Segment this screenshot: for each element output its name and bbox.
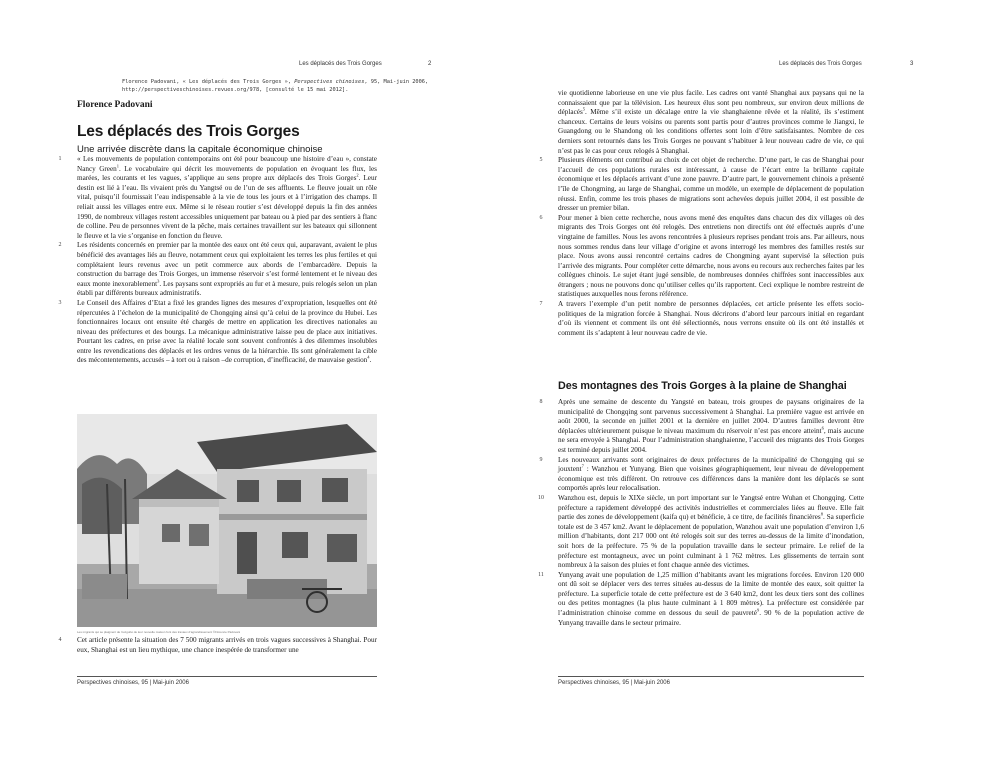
footnote-ref[interactable]: 4 bbox=[367, 355, 370, 361]
paragraph-number: 9 bbox=[539, 456, 543, 463]
left-body-column-bottom bbox=[58, 636, 377, 655]
page-footer: Perspectives chinoises, 95 | Mai-juin 2006 bbox=[558, 680, 670, 686]
article-photo bbox=[77, 414, 377, 627]
paragraph-number: 8 bbox=[539, 399, 543, 405]
body-paragraph: 4 Cet article présente la situation des 7 500 migrants arrivés en trois vagues successives à Shanghai. Pour eux, Shanghai est un lieu mythique, une chance inespérée de transformer une bbox=[77, 636, 377, 655]
paragraph-number: 5 bbox=[539, 157, 543, 164]
footnote-ref[interactable]: 3 bbox=[157, 278, 160, 284]
article-subtitle: Une arrivée discrète dans la capitale économique chinoise bbox=[77, 144, 323, 155]
paragraph-number: 11 bbox=[538, 571, 544, 578]
page-footer: Perspectives chinoises, 95 | Mai-juin 2006 bbox=[77, 680, 189, 686]
footer-rule bbox=[77, 676, 377, 677]
body-paragraph: 1 « Les mouvements de population contemporains ont été pour beaucoup une histoire d’eau », constate Nancy Green$^1$. Le vocabulaire qui décrit les mouvements de population en évoquant les flux, les marées, les courants et les vagues, s’applique au sens propre aux déplacés des Trois Gorges$^2$. Leur destin est lié à l’eau. Ils vivaient près du Yangtsé ou de l’un de ses affluents. Le fleuve jouait un rôle vital, puisqu’il fournissait l’eau indispensable à la vie de tous les jours et à l’irrigation des champs. Il reliait aussi les villages entre eux. Même si le réseau routier s’est développé depuis la fin des années 1990, de nombreux villages restent accessibles uniquement par bateau ou à pied par des sentiers à flanc de colline. Peu de personnes vivent de la pêche, mais certaines travaillent sur les bateaux qui sillonnent le fleuve et la vie s’organise en fonction du fleuve. bbox=[77, 155, 377, 241]
body-paragraph: 10 Wanzhou est, depuis le XIXe siècle, un port important sur le Yangtsé entre Wuhan et Chongqing. Cette préfecture a rapidement développé des activités industrielles et commerciales liées au fleuve. Elle fait partie des zones de développement (kaifa qu) et bénéficie, à ce titre, de facilités financières$^8$. Sa superficie totale est de 3 457 km2. Avant le déplacement de population, Wanzhou avait une population d’environ 1,6 million d’habitants, dont 217 000 ont été relogés soit sur des terres au-dessus de la limite d’inondation, soit hors de la préfecture. 75 % de la population travaille dans le secteur primaire. Le relief de la préfecture est montagneux, avec un point culminant à 1 762 mètres. Les glissements de terrain sont nombreux à la saison des pluies et font chaque année des victimes. bbox=[558, 494, 864, 571]
citation: Florence Padovani, « Les déplacés des Trois Gorges », Perspectives chinoises, 95, Mai-juin 2006, http://perspectiveschinoises.revues.org/978, [consulté le 15 mai 2012]. bbox=[122, 79, 429, 93]
body-paragraph: 2 Les résidents concernés en premier par la montée des eaux ont été ceux qui, auparavant, avaient le plus bénéficié des avantages liés au fleuve, notamment ceux qui exploitaient les terres les plus fertiles et qui complétaient leurs revenus avec un petit commerce aux abords de l’embarcadère. Depuis la construction du barrage des Trois Gorges, un immense réservoir s’est formé lentement et le niveau des eaux monte inexorablement$^3$. Les paysans sont expropriés au fur et à mesure, puis relogés selon un plan établi par différents bureaux administratifs. bbox=[77, 241, 377, 299]
article-title: Les déplacés des Trois Gorges bbox=[77, 123, 300, 140]
left-body-column bbox=[58, 155, 377, 366]
body-paragraph: 9 Les nouveaux arrivants sont originaires de deux préfectures de la municipalité de Chongqing qui se jouxtent$^7$ : Wanzhou et Yunyang. Bien que voisines géographiquement, leur niveau de développement économique est très différent. On retrouve ces différences dans la manière dont les déplacés se sont comportés après leur relocalisation. bbox=[558, 456, 864, 494]
page-number: 2 bbox=[428, 61, 432, 67]
footer-rule bbox=[558, 676, 864, 677]
paragraph-number: 6 bbox=[539, 214, 543, 221]
body-paragraph: 11 Yunyang avait une population de 1,25 million d’habitants avant les migrations forcées. Environ 120 000 ont dû soit se déplacer vers des terres situées au-dessus de la limite de montée des eaux, soit quitter la préfecture. La superficie totale de cette préfecture est de 3 640 km2, dont les deux tiers sont des collines ou des petites montagnes (la plus haute culminant à 1 809 mètres). La préfecture est considérée par l’administration chinoise comme en dessous du seuil de pauvreté$^9$. 90 % de la population active de Yunyang travaille dans le secteur primaire. bbox=[558, 571, 864, 629]
right-body-column-bottom bbox=[538, 398, 864, 628]
paragraph-number: 4 bbox=[58, 637, 62, 643]
footnote-ref[interactable]: 2 bbox=[356, 172, 359, 178]
page-number: 3 bbox=[910, 61, 914, 67]
body-paragraph: 6 Pour mener à bien cette recherche, nous avons mené des enquêtes dans chacun des dix villages où des migrants des Trois Gorges ont été relogés. Des entretiens non directifs ont été effectués auprès d’une vingtaine de familles. Nous les avons rencontrées à plusieurs reprises pendant trois ans. Par ailleurs, nous nous sommes rendus dans leur village d’origine et avons interrogé les membres des familles restés sur place. Nous avons aussi rencontré certains cadres de Chongming ayant supervisé la sélection puis l’arrivée des migrants. Pour compléter cette démarche, nous avons eu recours aux recherches faites par les collègues chinois. Le sujet étant jugé sensible, de nombreuses données chiffrées sont inaccessibles aux étrangers ; nous ne pouvons donc qu’utiliser celles qu’ils rapportent. Ceci explique le nombre restreint de statistiques auxquelles nous ferons référence. bbox=[558, 214, 864, 300]
paragraph-number: 1 bbox=[58, 156, 62, 162]
photo-house-image bbox=[77, 414, 377, 627]
body-paragraph: 7 A travers l’exemple d’un petit nombre de personnes déplacées, cet article présente les effets socio-politiques de la migration forcée à Shanghai. Nous décrirons d’abord leur parcours initial en regardant d’où ils viennent et comment ils ont été sélectionnés, nous verrons ensuite où ils ont été installés et comment ils s’adaptent à leur nouveau cadre de vie. bbox=[558, 300, 864, 338]
footnote-ref[interactable]: 5 bbox=[582, 106, 585, 112]
footnote-ref[interactable]: 9 bbox=[756, 607, 760, 613]
footnote-ref[interactable]: 6 bbox=[821, 425, 824, 431]
paragraph-number: 2 bbox=[58, 242, 62, 249]
footnote-ref[interactable]: 7 bbox=[581, 463, 584, 469]
running-head: Les déplacés des Trois Gorges bbox=[779, 61, 862, 67]
paragraph-number: 10 bbox=[538, 494, 544, 501]
running-head: Les déplacés des Trois Gorges bbox=[299, 61, 382, 67]
paragraph-number: 3 bbox=[58, 299, 62, 306]
author-name: Florence Padovani bbox=[77, 100, 153, 110]
right-body-column-top bbox=[539, 89, 864, 338]
section-heading: Des montagnes des Trois Gorges à la plaine de Shanghai bbox=[558, 380, 847, 392]
photo-caption: Les migrants qui se plaignent de l’exiguïté de leur nouvelle maison font des travaux d’agrandissement ©Florence Padovani bbox=[77, 630, 241, 634]
body-paragraph: 3 Le Conseil des Affaires d’Etat a fixé les grandes lignes des mesures d’expropriation, lesquelles ont été répercutées à l’échelon de la municipalité de Chongqing ainsi qu’à celui de la province du Hubei. Les fonctionnaires locaux ont ensuite été chargés de mettre en application les directives nationales au niveau des préfectures et des bourgs. La mécanique administrative laisse peu de place aux initiatives. Pourtant les cadres, en prise avec la réalité locale sont souvent confrontés à des dilemmes insolubles entre les revendications des déplacés et les ordres venus de la hiérarchie. Ils sont généralement la cible des mécontentements, accusés – à tort ou à raison –de corruption, d’inefficacité, de mauvaise gestion$^4$. bbox=[77, 299, 377, 366]
body-paragraph: vie quotidienne laborieuse en une vie plus facile. Les cadres ont vanté Shanghai aux paysans qui ne la connaissaient que par la télévision. Les heureux élus sont peu nombreux, sur environ deux millions de déplacés$^5$. Même s’il existe un décalage entre la vie shanghaienne rêvée et la réalité, ils s’estiment chanceux. Certains de leurs voisins ou parents sont partis pour d’autres provinces comme le Jiangxi, le Guangdong ou le Shandong où les conditions offertes sont loin d’être satisfaisantes. Nombre de ces derniers sont retournés dans les Trois Gorges ne pouvant s’habituer à leur nouveau cadre de vie, ce qui n’est pas le cas pour ceux relogés à Shanghai. bbox=[558, 89, 864, 155]
body-paragraph: 5 Plusieurs éléments ont contribué au choix de cet objet de recherche. D’une part, le cas de Shanghai pour l’accueil de ces populations rurales est intéressant, à cause de l’écart entre la brillante capitale économique et les déplacés arrivant d’une zone pauvre. D’autre part, le gouvernement chinois a présenté l’île de Chongming, au large de Shanghai, comme un modèle, un exemple de déplacement de population réussi. Enfin, comme les trois phases de migrations sont achevées depuis juillet 2004, il est possible de dresser un premier bilan. bbox=[558, 156, 864, 214]
footnote-ref[interactable]: 8 bbox=[820, 511, 823, 517]
paragraph-number: 7 bbox=[539, 301, 543, 308]
footnote-ref[interactable]: 1 bbox=[116, 163, 120, 169]
body-paragraph: 8 Après une semaine de descente du Yangsté en bateau, trois groupes de paysans originaires de la municipalité de Chongqing sont parvenus successivement à Shanghai. La première vague est arrivée en août 2000, la seconde en juillet 2001 et la dernière en juillet 2004. D’autres familles devront être déplacées ultérieurement puisque le niveau maximum du réservoir n’est pas encore atteint$^6$, mais aucune ne sera envoyée à Shanghai. Pour l’administration shanghaienne, l’accueil des migrants des Trois Gorges est terminé depuis juillet 2004. bbox=[558, 398, 864, 456]
